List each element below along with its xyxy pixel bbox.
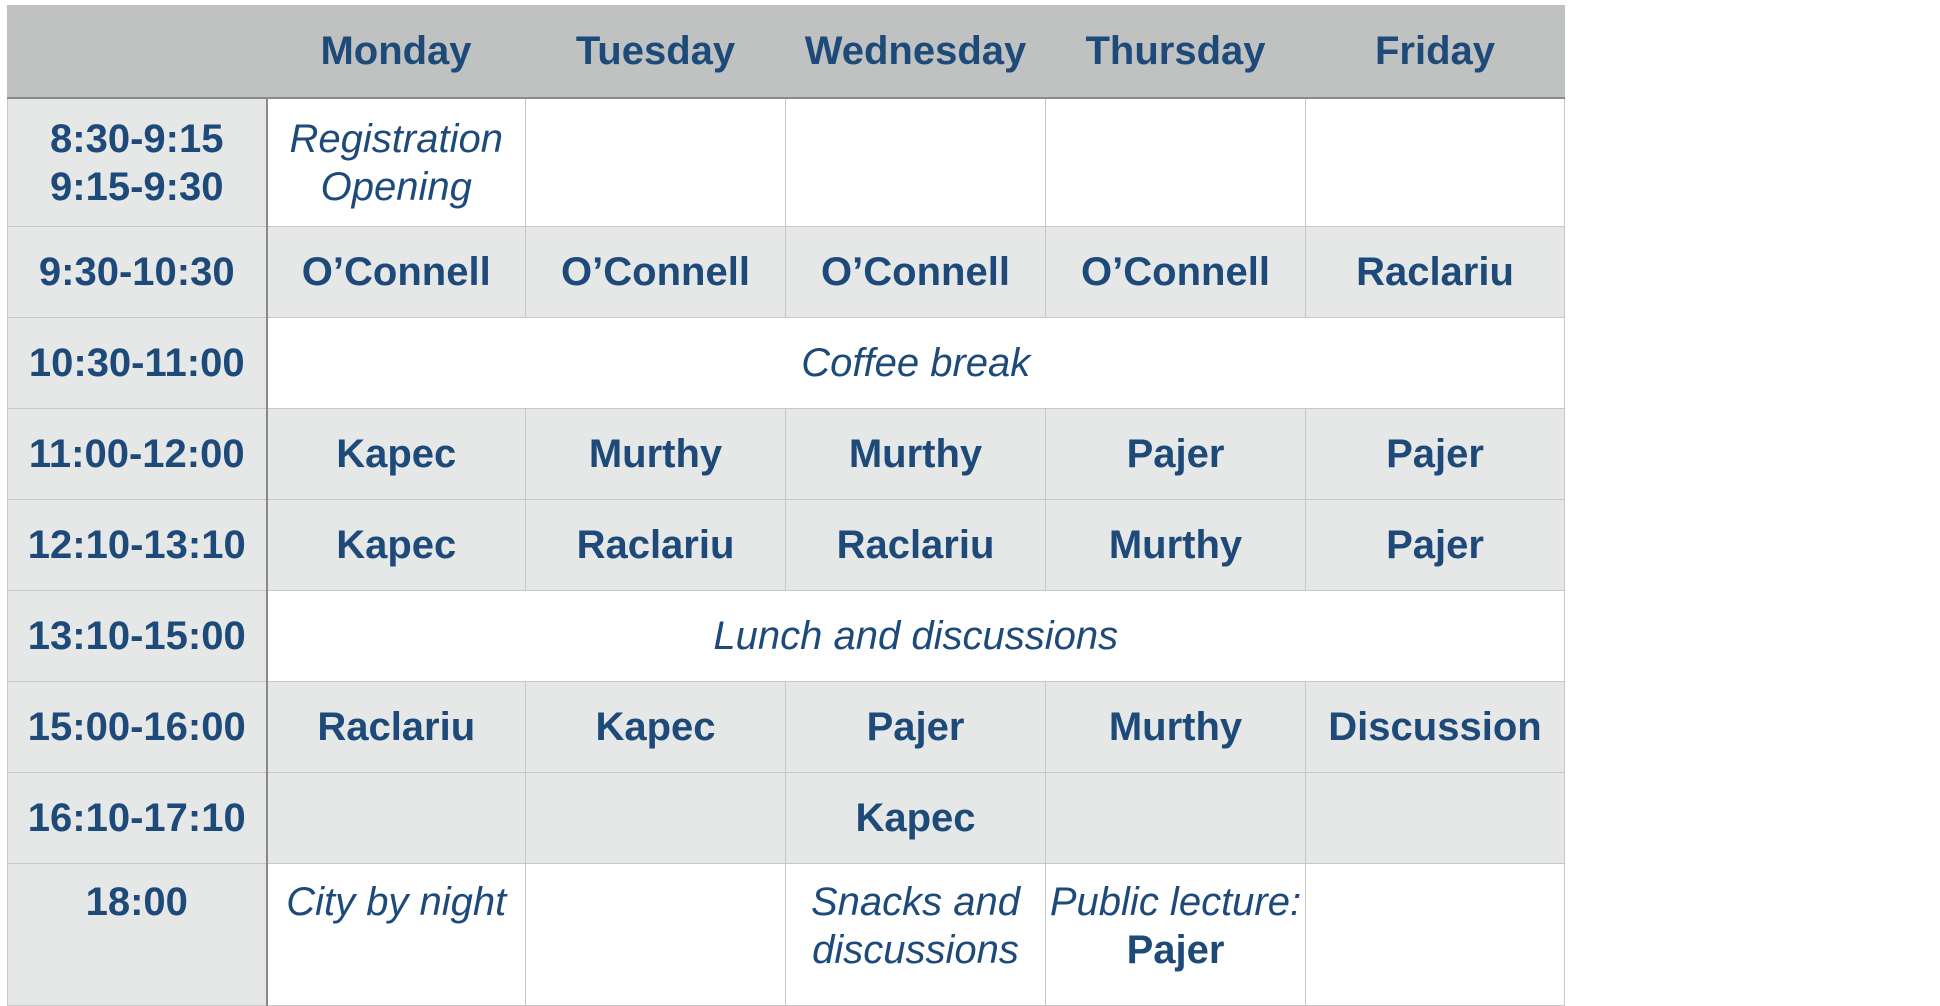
- empty-cell: [267, 773, 526, 864]
- time-cell: 16:10-17:10: [8, 773, 267, 864]
- table-row: [8, 98, 1565, 227]
- header-row: [8, 6, 1565, 99]
- event-cell: [267, 98, 526, 227]
- event-label: Opening: [320, 164, 472, 209]
- session-cell: Kapec: [267, 500, 526, 591]
- day-header-thursday: Thursday: [1046, 6, 1306, 99]
- empty-cell: [526, 773, 786, 864]
- time-cell: 15:00-16:00: [8, 682, 267, 773]
- session-cell: Pajer: [1306, 409, 1565, 500]
- table-row: [8, 318, 1565, 409]
- empty-cell: [1306, 864, 1565, 1006]
- table-row: [8, 773, 1565, 864]
- session-cell: Pajer: [1046, 409, 1306, 500]
- time-cell: [8, 864, 267, 1006]
- schedule-table: [7, 5, 1565, 1006]
- time-cell: 9:30-10:30: [8, 227, 267, 318]
- time-cell: 11:00-12:00: [8, 409, 267, 500]
- day-header-friday: Friday: [1306, 6, 1565, 99]
- session-cell: Murthy: [786, 409, 1046, 500]
- time-cell: 10:30-11:00: [8, 318, 267, 409]
- session-cell: Murthy: [526, 409, 786, 500]
- session-cell: Kapec: [267, 409, 526, 500]
- session-cell: Raclariu: [526, 500, 786, 591]
- table-row: [8, 227, 1565, 318]
- session-cell: Murthy: [1046, 500, 1306, 591]
- session-cell: Kapec: [526, 682, 786, 773]
- table-row: [8, 409, 1565, 500]
- empty-cell: [786, 98, 1046, 227]
- event-cell: [267, 864, 526, 1006]
- event-cell: [1046, 864, 1306, 1006]
- event-label: Snacks and: [810, 880, 1021, 924]
- table-row: [8, 682, 1565, 773]
- session-cell: Murthy: [1046, 682, 1306, 773]
- event-label: discussions: [812, 928, 1019, 972]
- empty-cell: [1306, 773, 1565, 864]
- corner-cell: [8, 6, 267, 99]
- session-cell: O’Connell: [786, 227, 1046, 318]
- session-cell: Pajer: [786, 682, 1046, 773]
- empty-cell: [1046, 773, 1306, 864]
- session-cell: Discussion: [1306, 682, 1565, 773]
- session-cell: O’Connell: [1046, 227, 1306, 318]
- day-header-tuesday: Tuesday: [526, 6, 786, 99]
- event-label: City by night: [286, 880, 507, 924]
- empty-cell: [526, 98, 786, 227]
- empty-cell: [1306, 98, 1565, 227]
- session-cell: Raclariu: [786, 500, 1046, 591]
- time-label: 9:15-9:30: [50, 164, 224, 209]
- time-label: 18:00: [85, 880, 188, 924]
- empty-cell: [526, 864, 786, 1006]
- empty-cell: [1046, 98, 1306, 227]
- session-cell: Raclariu: [267, 682, 526, 773]
- table-row: [8, 591, 1565, 682]
- time-cell: [8, 98, 267, 227]
- break-cell: Coffee break: [267, 318, 1565, 409]
- session-cell: O’Connell: [267, 227, 526, 318]
- session-cell: Raclariu: [1306, 227, 1565, 318]
- session-cell: Pajer: [1306, 500, 1565, 591]
- event-label: Public lecture:: [1049, 880, 1302, 924]
- day-header-monday: Monday: [267, 6, 526, 99]
- time-cell: 13:10-15:00: [8, 591, 267, 682]
- table-row: [8, 500, 1565, 591]
- table-row: [8, 864, 1565, 1006]
- event-label: Registration: [289, 116, 503, 161]
- day-header-wednesday: Wednesday: [786, 6, 1046, 99]
- session-cell: O’Connell: [526, 227, 786, 318]
- event-cell: [786, 864, 1046, 1006]
- time-cell: 12:10-13:10: [8, 500, 267, 591]
- time-label: 8:30-9:15: [50, 116, 224, 161]
- session-cell: Kapec: [786, 773, 1046, 864]
- speaker-label: Pajer: [1126, 928, 1225, 972]
- break-cell: Lunch and discussions: [267, 591, 1565, 682]
